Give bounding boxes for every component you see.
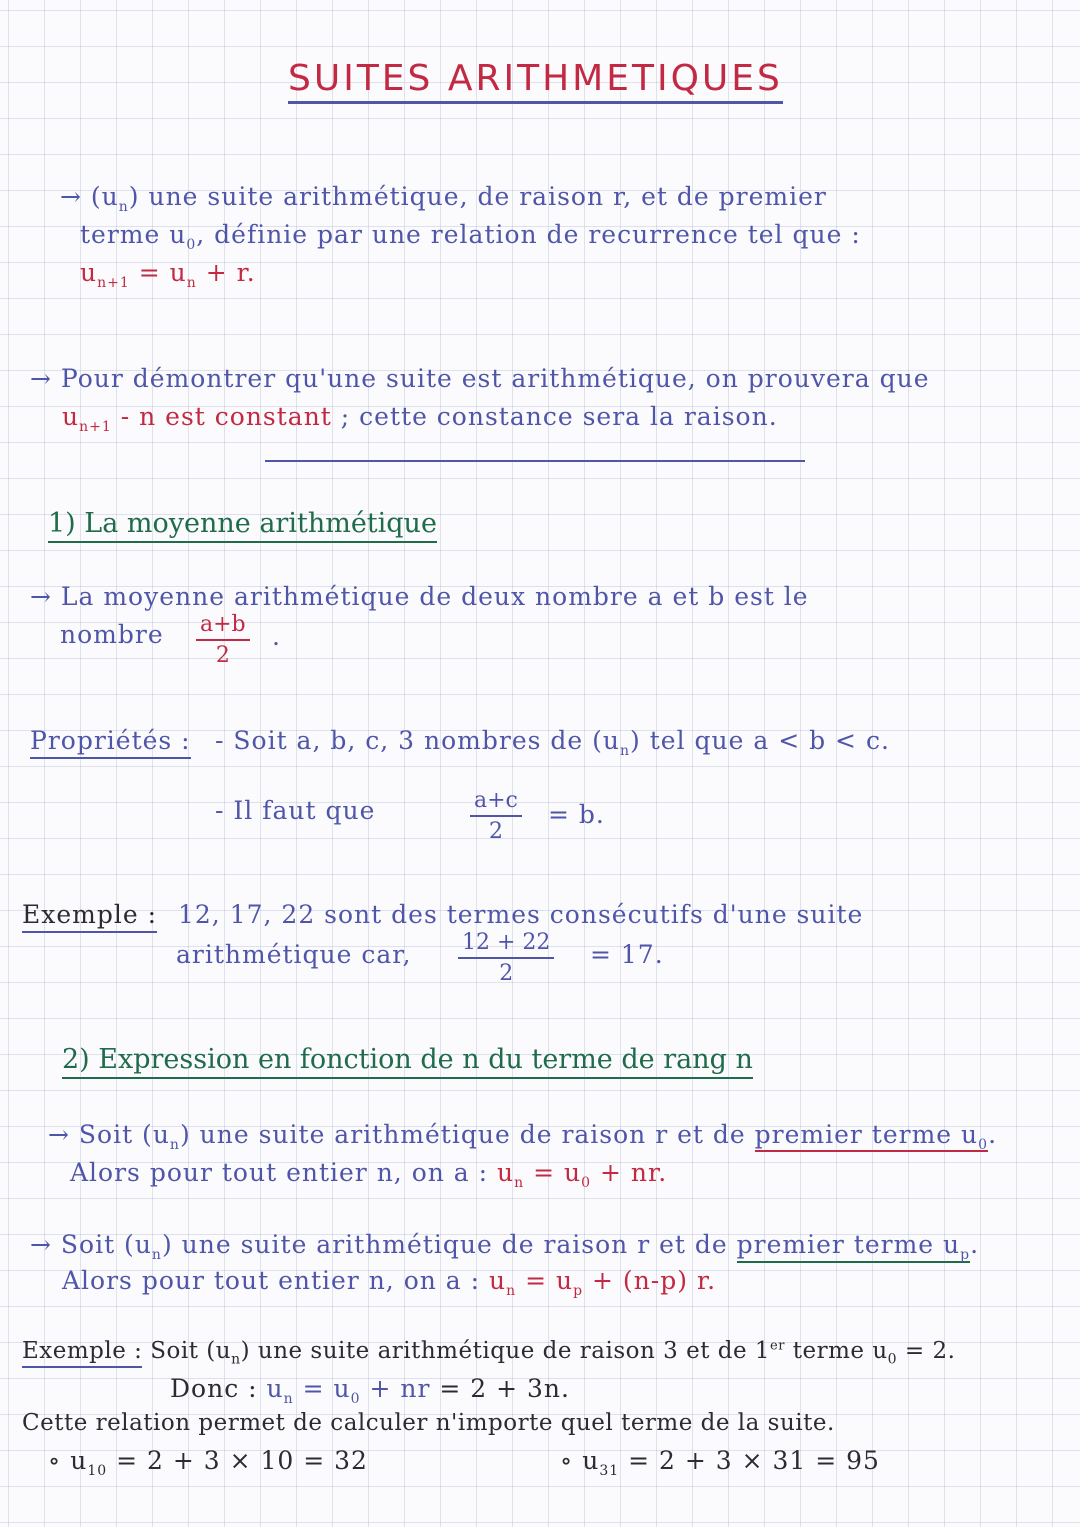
intro-formula	[80, 258, 256, 291]
formula-text: = u	[524, 1158, 582, 1187]
section-2-text: Alors pour tout entier n, on a :	[70, 1158, 498, 1187]
subscript: 0	[978, 1137, 989, 1153]
example-2-line-1	[22, 1338, 955, 1368]
section-2-text: .	[970, 1230, 980, 1259]
subscript: 0	[186, 237, 197, 253]
section-1-line-1: → La moyenne arithmétique de deux nombre a et b est le	[30, 582, 809, 611]
property-2: - Il faut que	[215, 796, 376, 825]
intro-text: ) une suite arithmétique, de raison r, et de premier	[128, 182, 827, 211]
subscript: n+1	[97, 275, 130, 291]
subscript: n	[169, 1137, 180, 1153]
example-1-result: = 17.	[590, 940, 664, 969]
subscript: n	[186, 275, 197, 291]
formula-text: u	[266, 1374, 284, 1403]
section-2-b-line-2	[62, 1266, 716, 1299]
subscript: n	[283, 1391, 294, 1407]
section-2-a-line-2	[70, 1158, 667, 1191]
formula	[497, 1158, 668, 1191]
subscript: 0	[350, 1391, 361, 1407]
formula-text: + nr	[360, 1374, 431, 1403]
formula-text: + r.	[196, 258, 256, 287]
section-2-text: .	[988, 1120, 998, 1149]
formula-text: + (n-p) r.	[583, 1266, 717, 1295]
superscript: er	[770, 1338, 785, 1354]
underlined-term	[737, 1230, 970, 1263]
demo-line-2	[62, 402, 778, 435]
example-1-fraction	[458, 930, 554, 986]
section-1-line-2: nombre	[60, 620, 164, 649]
section-1-heading: 1) La moyenne arithmétique	[48, 508, 437, 543]
intro-line-1	[60, 182, 827, 215]
divider	[265, 460, 805, 462]
formula-text: u	[62, 402, 80, 431]
example-2-bullet-1	[48, 1446, 368, 1479]
example-1-line-2: arithmétique car,	[176, 940, 412, 969]
example-text: terme u	[784, 1338, 888, 1364]
fraction-numerator: a+b	[196, 612, 250, 641]
subscript: 0	[887, 1351, 898, 1368]
properties-label: Propriétés :	[30, 726, 191, 759]
subscript: n	[151, 1247, 162, 1263]
subscript: 31	[599, 1463, 620, 1479]
section-2-heading: 2) Expression en fonction de n du terme de rang n	[62, 1044, 753, 1079]
fraction-denominator: 2	[499, 961, 514, 986]
example-2-line-3: Cette relation permet de calculer n'importe quel terme de la suite.	[22, 1410, 835, 1436]
subscript: n	[620, 743, 631, 759]
example-text: = 2 + 3n.	[430, 1374, 570, 1403]
formula-text: u	[497, 1158, 515, 1187]
example-text: Soit (u	[150, 1338, 232, 1364]
example-1-label: Exemple :	[22, 900, 157, 933]
example-2-label: Exemple :	[22, 1338, 142, 1368]
example-text: = 2.	[897, 1338, 956, 1364]
formula	[266, 1374, 431, 1407]
fraction-denominator: 2	[215, 643, 230, 668]
intro-text: , définie par une relation de recurrence tel que :	[196, 220, 861, 249]
subscript: p	[960, 1247, 971, 1263]
bullet-text: ∘ u	[48, 1446, 88, 1475]
subscript: p	[573, 1283, 584, 1299]
section-2-a-line-1	[48, 1120, 997, 1153]
section-2-text: → Soit (u	[48, 1120, 170, 1149]
section-2-text: ) une suite arithmétique de raison r et de	[179, 1120, 755, 1149]
subscript: n	[514, 1175, 525, 1191]
bullet-text: = 2 + 3 × 31 = 95	[619, 1446, 880, 1475]
demo-formula	[62, 402, 332, 435]
intro-line-2	[80, 220, 861, 253]
subscript: n	[506, 1283, 517, 1299]
formula-text: = u	[129, 258, 187, 287]
underlined-term	[755, 1120, 988, 1152]
section-1-dot: .	[272, 622, 281, 651]
section-2-text: ) une suite arithmétique de raison r et de	[161, 1230, 737, 1259]
section-2-text: premier terme u	[736, 1230, 961, 1259]
subscript: n	[118, 199, 129, 215]
demo-line-1: → Pour démontrer qu'une suite est arithmétique, on prouvera que	[30, 364, 930, 393]
property-text: ) tel que a < b < c.	[630, 726, 890, 755]
bullet-text: ∘ u	[560, 1446, 600, 1475]
section-2-text: → Soit (u	[30, 1230, 152, 1259]
property-fraction	[470, 788, 522, 844]
demo-text: ; cette constance sera la raison.	[331, 402, 778, 431]
example-1-line-1: 12, 17, 22 sont des termes consécutifs d'une suite	[178, 900, 864, 929]
property-1	[215, 726, 890, 759]
page-title: SUITES ARITHMETIQUES	[288, 58, 783, 104]
mean-fraction	[196, 612, 250, 668]
formula-text: = u	[293, 1374, 351, 1403]
intro-text: terme u	[80, 220, 187, 249]
formula-text: + nr.	[591, 1158, 668, 1187]
section-2-b-line-1	[30, 1230, 979, 1263]
example-2-bullet-2	[560, 1446, 880, 1479]
fraction-numerator: 12 + 22	[458, 930, 554, 959]
bullet-text: = 2 + 3 × 10 = 32	[107, 1446, 368, 1475]
example-text: Donc :	[170, 1374, 267, 1403]
section-2-text: Alors pour tout entier n, on a :	[62, 1266, 490, 1295]
formula	[489, 1266, 717, 1299]
fraction-numerator: a+c	[470, 788, 522, 817]
fraction-denominator: 2	[488, 819, 503, 844]
intro-text: → (u	[60, 182, 119, 211]
subscript: n	[231, 1351, 241, 1368]
subscript: 10	[87, 1463, 108, 1479]
formula-text: = u	[516, 1266, 574, 1295]
formula-text: - n est constant	[111, 402, 332, 431]
example-text: ) une suite arithmétique de raison 3 et de 1	[240, 1338, 771, 1364]
property-text: - Soit a, b, c, 3 nombres de (u	[215, 726, 620, 755]
formula-text: u	[489, 1266, 507, 1295]
subscript: 0	[581, 1175, 592, 1191]
property-2-end: = b.	[548, 800, 605, 829]
section-2-text: premier terme u	[754, 1120, 979, 1149]
example-2-line-2	[170, 1374, 570, 1407]
subscript: n+1	[79, 419, 112, 435]
formula-text: u	[80, 258, 98, 287]
